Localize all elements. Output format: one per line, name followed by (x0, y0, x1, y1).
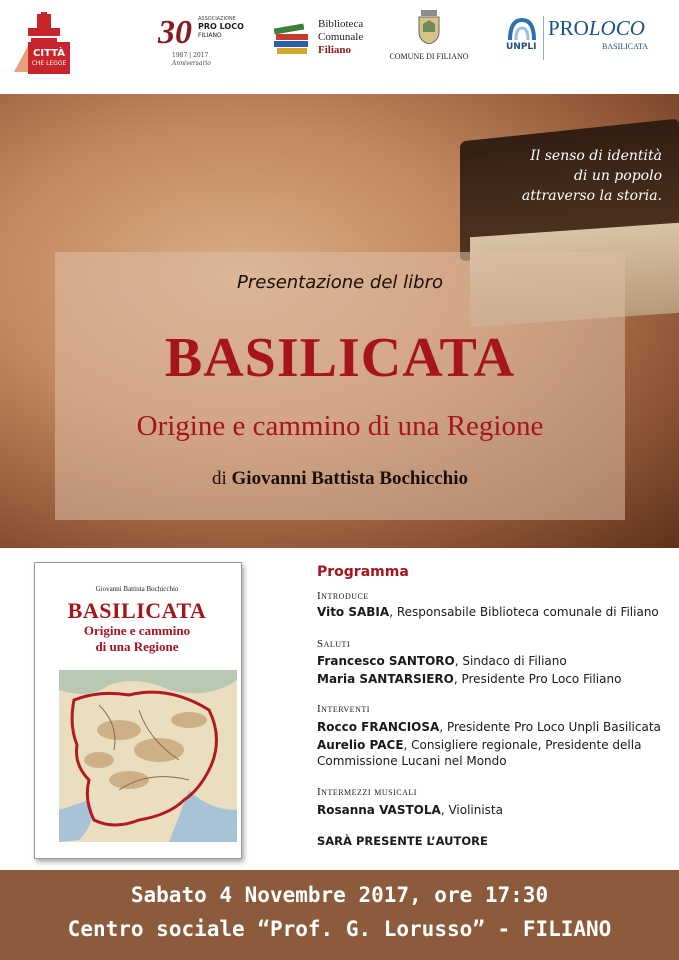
unpli-proloco-basilicata-logo (506, 16, 666, 72)
region-map-image (59, 670, 237, 842)
introduce-line (317, 605, 659, 619)
interventi-line-2 (317, 738, 641, 752)
author-present-note: SARÀ PRESENTE L’AUTORE (317, 834, 488, 848)
saluti-role-1: , Sindaco di Filiano (454, 654, 567, 668)
tagline (502, 146, 662, 206)
proloco30-years: 1987 | 2017 (172, 52, 209, 59)
book-subtitle: Origine e cammino di una Regione (136, 410, 544, 442)
cover-author: Giovanni Battista Bochicchio (95, 585, 179, 593)
comune-filiano-logo (383, 10, 475, 70)
introduce-label: Introduce (317, 590, 369, 602)
saluti-name-2: Maria SANTARSIERO (317, 672, 454, 686)
books-icon (272, 22, 312, 58)
author-name: Giovanni Battista Bochicchio (231, 468, 468, 489)
saluti-role-2: , Presidente Pro Loco Filiano (453, 672, 622, 686)
saluti-name-1: Francesco SANTORO (317, 654, 455, 668)
biblio-line2: Comunale (318, 31, 364, 43)
saluti-label: Saluti (317, 638, 351, 650)
interventi-label: Interventi (317, 703, 370, 715)
cover-subtitle-line2: di una Regione (95, 639, 179, 654)
cover-subtitle (60, 623, 214, 655)
unpli-icon (506, 16, 538, 42)
tagline-line3: attraverso la storia. (521, 188, 662, 204)
interventi-name-2: Aurelio PACE (317, 738, 404, 752)
proloco-pro: PRO (548, 16, 589, 40)
biblioteca-logo (272, 16, 376, 66)
logo-divider (543, 16, 544, 60)
citta-line1: CITTÀ (33, 48, 65, 59)
intermezzi-line (317, 803, 503, 817)
proloco30-assoc: ASSOCIAZIONE (198, 16, 236, 22)
citta-che-legge-logo (14, 12, 74, 77)
program-title: Programma (317, 564, 409, 580)
biblio-line3: Filiano (318, 44, 352, 56)
introduce-name: Vito SABIA (317, 605, 390, 619)
introduce-role: , Responsabile Biblioteca comunale di Filiano (389, 605, 659, 619)
saluti-line-2 (317, 672, 621, 686)
biblio-line1: Biblioteca (318, 18, 364, 30)
presentation-label: Presentazione del libro (236, 272, 443, 293)
unpli-label: UNPLI (506, 42, 537, 52)
proloco30-name: PRO LOCO (198, 22, 244, 31)
proloco-region: BASILICATA (602, 42, 649, 51)
event-date-time: Sabato 4 Novembre 2017, ore 17:30 (130, 883, 549, 907)
cover-subtitle-line1: Origine e cammino (83, 623, 191, 638)
proloco30-anniv: Anniversario (172, 60, 211, 67)
coat-of-arms-icon (417, 10, 441, 44)
interventi-name-1: Rocco FRANCIOSA (317, 720, 440, 734)
citta-line2: CHE LEGGE (31, 60, 67, 67)
tagline-line2: di un popolo (573, 168, 662, 184)
cover-title: BASILICATA (67, 598, 207, 623)
interventi-line-2-cont: Commissione Lucani nel Mondo (317, 754, 507, 768)
event-venue: Centro sociale “Prof. G. Lorusso” - FILIANO (67, 917, 612, 941)
book-title: BASILICATA (164, 327, 516, 389)
proloco-loco: LOCO (588, 16, 645, 40)
intermezzi-label: Intermezzi musicali (317, 786, 417, 798)
interventi-line-1 (317, 720, 661, 734)
proloco30-town: FILIANO (198, 32, 222, 39)
interventi-role-1: , Presidente Pro Loco Unpli Basilicata (439, 720, 661, 734)
saluti-line-1 (317, 654, 567, 668)
proloco-30-anniversary-logo (158, 12, 263, 72)
book-author (55, 468, 625, 490)
interventi-role-2: , Consigliere regionale, Presidente della (403, 738, 642, 752)
comune-label: COMUNE DI FILIANO (389, 52, 469, 61)
logos-header (0, 0, 679, 92)
intermezzi-name: Rosanna VASTOLA (317, 803, 441, 817)
tagline-line1: Il senso di identità (530, 148, 662, 164)
author-prefix: di (212, 468, 227, 489)
proloco30-number: 30 (158, 14, 192, 51)
intermezzi-role: , Violinista (440, 803, 503, 817)
